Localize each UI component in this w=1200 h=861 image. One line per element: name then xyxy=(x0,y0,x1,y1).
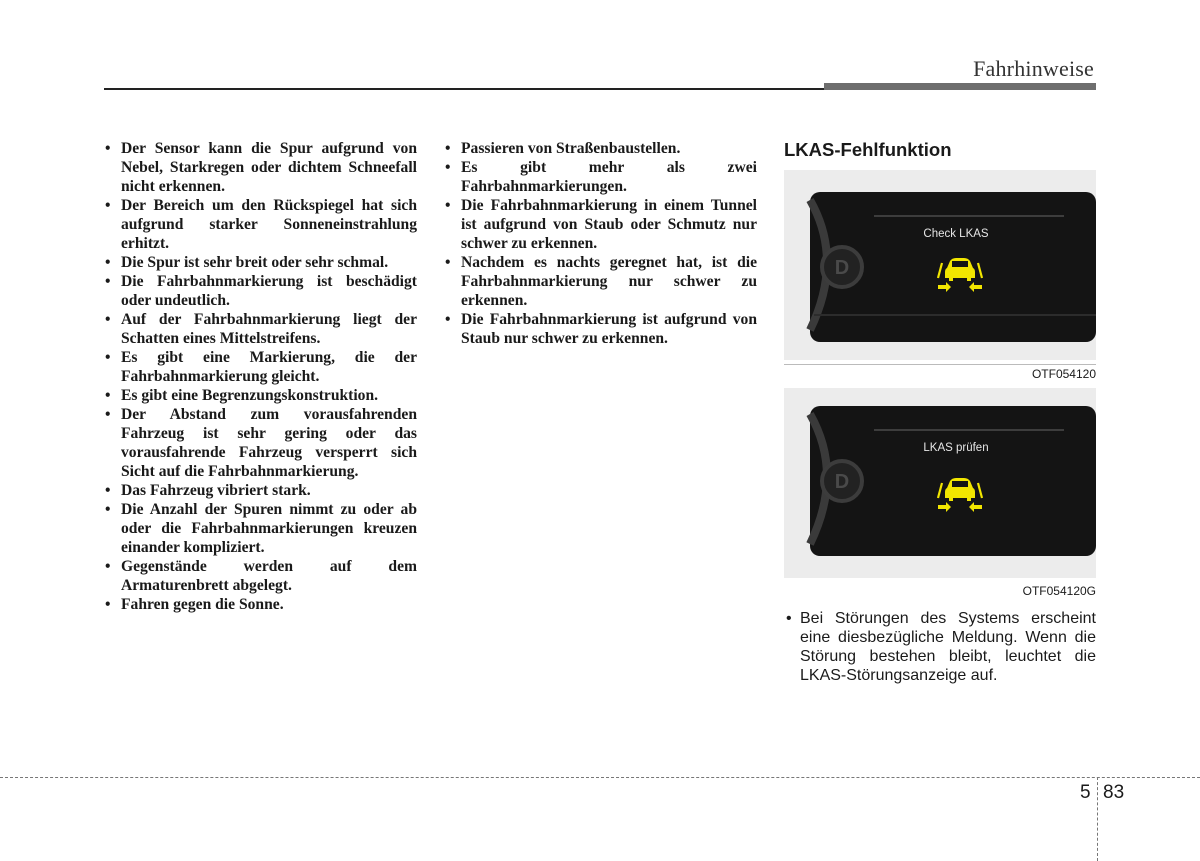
list-item: • Fahren gegen die Sonne. xyxy=(104,595,417,614)
malfunction-note: • Bei Störungen des Systems erscheint eine diesbezügliche Meldung. Wenn die Störung bestehen bleibt, leuchtet die LKAS-Störungsanzeige auf. xyxy=(784,609,1096,685)
gear-indicator: D xyxy=(834,471,850,493)
list-item: • Der Abstand zum vorausfahrenden Fahrzeug ist sehr gering oder das vorausfahrende Fahrzeug versperrt sich Sicht auf die Fahrbahnmarkierung. xyxy=(104,405,417,481)
list-item: • Die Spur ist sehr breit oder sehr schmal. xyxy=(104,253,417,272)
chapter-number: 5 xyxy=(1080,782,1091,803)
list-item: • Passieren von Straßenbaustellen. xyxy=(444,139,757,158)
bullet-column-1 xyxy=(104,139,417,614)
list-item: • Es gibt mehr als zwei Fahrbahnmarkierungen. xyxy=(444,158,757,196)
list-item: • Nachdem es nachts geregnet hat, ist die Fahrbahnmarkierung nur schwer zu erkennen. xyxy=(444,253,757,310)
list-item: • Auf der Fahrbahnmarkierung liegt der Schatten eines Mittelstreifens. xyxy=(104,310,417,348)
cluster-figure-check-lkas xyxy=(784,170,1096,382)
list-item: • Die Anzahl der Spuren nimmt zu oder ab oder die Fahrbahnmarkierungen kreuzen einander kompliziert. xyxy=(104,500,417,557)
figure-caption: OTF054120 xyxy=(784,364,1096,382)
cluster-figure-lkas-pruefen xyxy=(784,388,1096,599)
gear-indicator: D xyxy=(834,257,850,279)
list-item: • Es gibt eine Markierung, die der Fahrbahnmarkierung gleicht. xyxy=(104,348,417,386)
cluster-display-image xyxy=(784,388,1096,578)
header-rule xyxy=(104,88,824,90)
lkas-section xyxy=(784,136,1096,685)
screen-message: LKAS prüfen xyxy=(923,442,989,454)
footer-rule xyxy=(0,777,1200,778)
list-item: • Es gibt eine Begrenzungskonstruktion. xyxy=(104,386,417,405)
header-rule-accent xyxy=(824,83,1096,90)
condition-list-1 xyxy=(104,139,417,614)
figure-caption: OTF054120G xyxy=(1022,584,1096,598)
condition-list-2 xyxy=(444,139,757,348)
list-item: • Die Fahrbahnmarkierung in einem Tunnel ist aufgrund von Staub oder Schmutz nur schwer zu erkennen. xyxy=(444,196,757,253)
list-item: • Der Sensor kann die Spur aufgrund von Nebel, Starkregen oder dichtem Schneefall nicht erkennen. xyxy=(104,139,417,196)
cluster-display-image xyxy=(784,170,1096,360)
list-item: • Gegenstände werden auf dem Armaturenbrett abgelegt. xyxy=(104,557,417,595)
list-item: • Der Bereich um den Rückspiegel hat sich aufgrund starker Sonneneinstrahlung erhitzt. xyxy=(104,196,417,253)
header-title: Fahrhinweise xyxy=(973,56,1094,81)
section-heading: LKAS-Fehlfunktion xyxy=(784,139,952,160)
list-item: • Das Fahrzeug vibriert stark. xyxy=(104,481,417,500)
page-number: 83 xyxy=(1103,782,1125,803)
list-item: • Die Fahrbahnmarkierung ist beschädigt oder undeutlich. xyxy=(104,272,417,310)
footer-divider xyxy=(1097,777,1098,861)
screen-message: Check LKAS xyxy=(923,228,989,240)
bullet-column-2 xyxy=(444,139,757,348)
list-item: • Die Fahrbahnmarkierung ist aufgrund von Staub nur schwer zu erkennen. xyxy=(444,310,757,348)
